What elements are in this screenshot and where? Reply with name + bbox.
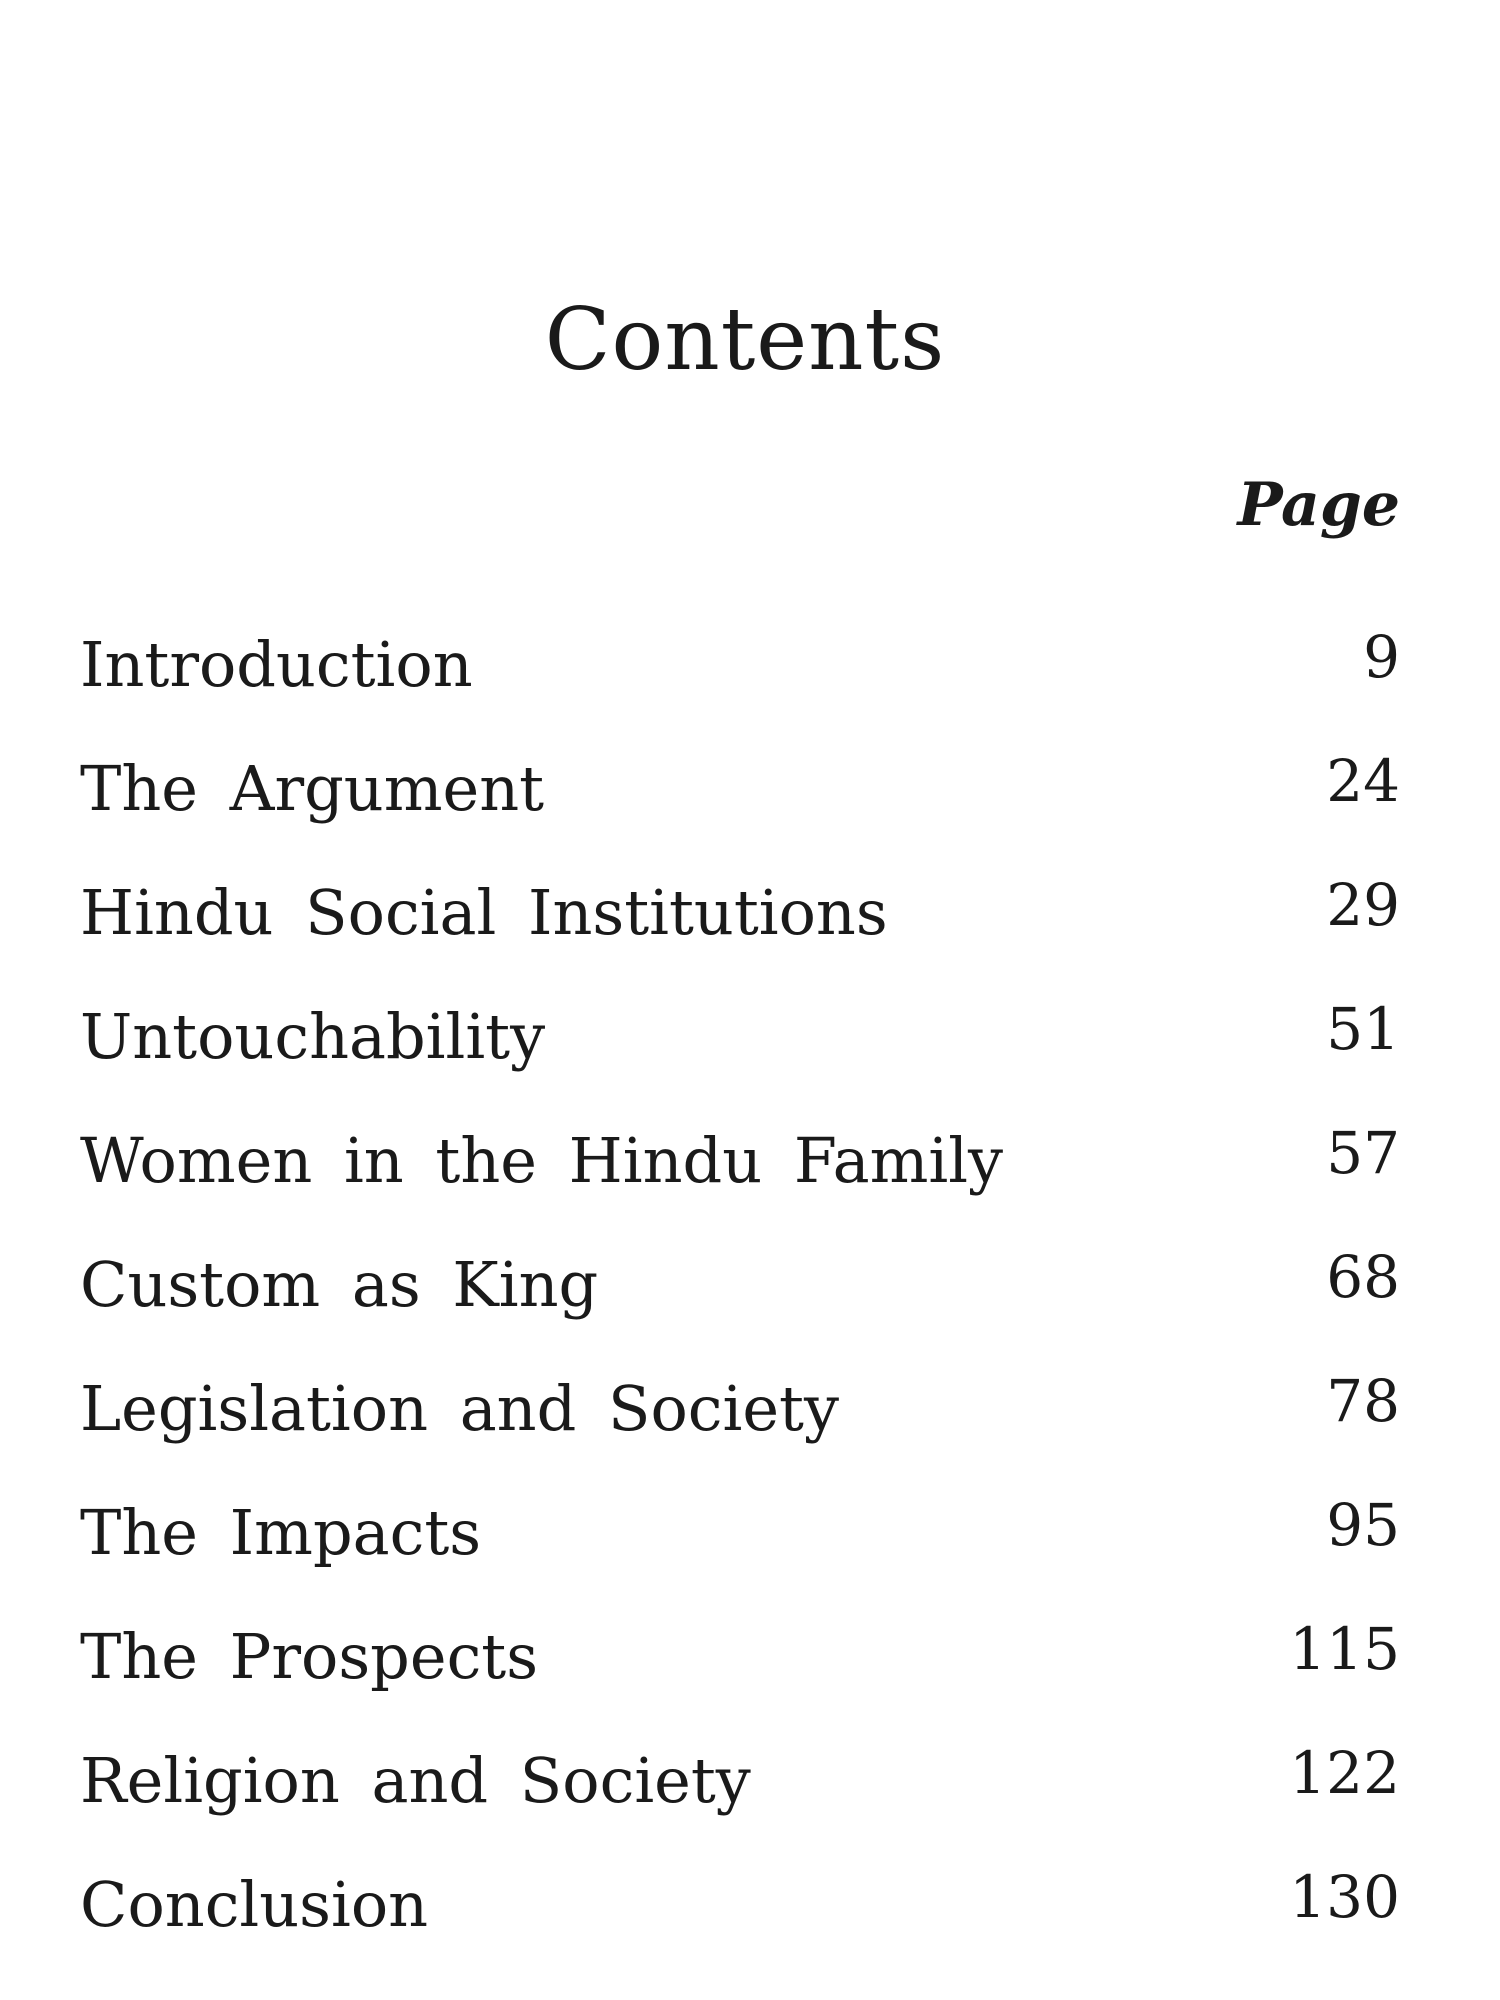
- toc-entry-title: Conclusion: [80, 1868, 429, 1941]
- toc-entry-page: 9: [1363, 623, 1400, 691]
- toc-list: [80, 625, 1400, 1989]
- toc-entry-title: Hindu Social Institutions: [80, 876, 888, 949]
- toc-entry-page: 68: [1326, 1243, 1400, 1311]
- toc-entry-title: The Argument: [80, 752, 545, 825]
- toc-entry: [80, 1493, 1400, 1617]
- toc-entry-page: 115: [1289, 1615, 1400, 1683]
- toc-entry-title: Untouchability: [80, 1000, 546, 1073]
- toc-entry: [80, 1617, 1400, 1741]
- toc-entry-title: Legislation and Society: [80, 1372, 839, 1445]
- toc-entry-page: 78: [1326, 1367, 1400, 1435]
- toc-entry-page: 51: [1326, 995, 1400, 1063]
- toc-entry: [80, 1121, 1400, 1245]
- toc-entry: [80, 997, 1400, 1121]
- toc-entry: [80, 1741, 1400, 1865]
- toc-entry: [80, 1865, 1400, 1989]
- toc-entry-title: Women in the Hindu Family: [80, 1124, 1004, 1197]
- toc-entry: [80, 873, 1400, 997]
- toc-entry-title: Religion and Society: [80, 1744, 751, 1817]
- toc-entry-title: The Impacts: [80, 1496, 482, 1569]
- toc-entry-title: The Prospects: [80, 1620, 539, 1693]
- toc-entry: [80, 1369, 1400, 1493]
- toc-entry-title: Custom as King: [80, 1248, 599, 1321]
- toc-entry-page: 130: [1289, 1863, 1400, 1931]
- toc-entry-page: 24: [1326, 747, 1400, 815]
- toc-entry-page: 95: [1326, 1491, 1400, 1559]
- toc-entry-title: Introduction: [80, 628, 473, 701]
- toc-entry-page: 57: [1326, 1119, 1400, 1187]
- page-title: Contents: [544, 290, 946, 390]
- page-column-label: Page: [1237, 470, 1400, 540]
- toc-entry: [80, 625, 1400, 749]
- toc-entry-page: 29: [1326, 871, 1400, 939]
- toc-entry: [80, 1245, 1400, 1369]
- toc-entry-page: 122: [1289, 1739, 1400, 1807]
- toc-entry: [80, 749, 1400, 873]
